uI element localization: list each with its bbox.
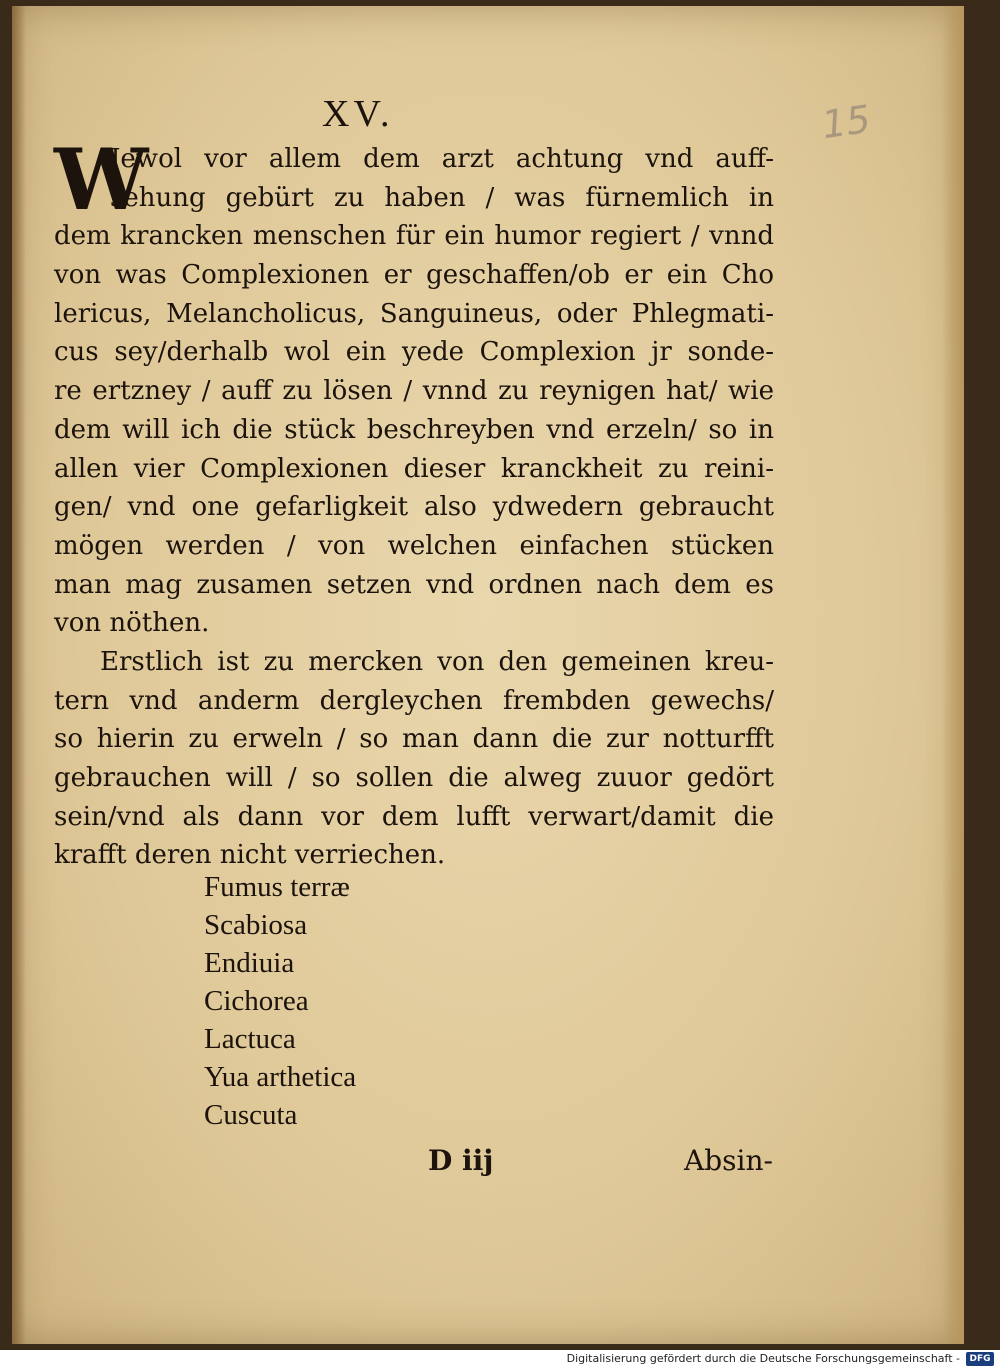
dfg-logo: DFG — [966, 1352, 994, 1366]
plant-list — [204, 868, 356, 1134]
text-line: Jewol vor allem dem arzt achtung vnd auff- — [110, 144, 774, 174]
text-line: von nöthen. — [54, 608, 210, 639]
drop-cap: W — [54, 130, 149, 229]
catchword: Absin- — [684, 1144, 773, 1177]
text-line: allen vier Complexionen dieser kranckheit zu reini- — [54, 453, 774, 484]
text-line: so hierin zu erweln / so man dann die zur notturfft — [54, 724, 774, 755]
text-line: lericus, Melancholicus, Sanguineus, oder Phlegmati- — [54, 298, 774, 329]
paragraph-2 — [54, 643, 774, 875]
plant-name: Scabiosa — [204, 909, 308, 941]
paragraph-1 — [54, 130, 774, 643]
text-line: Erstlich ist zu mercken von den gemeinen kreu- — [100, 646, 774, 677]
folio-number: XV. — [322, 93, 394, 135]
pencil-page-number: 15 — [819, 96, 874, 148]
plant-name: Lactuca — [204, 1023, 296, 1055]
signature-mark: D iij — [428, 1144, 494, 1177]
main-text — [54, 130, 774, 875]
text-line: re ertzney / auff zu lösen / vnnd zu reynigen hat/ wie — [54, 376, 774, 407]
text-line: man mag zusamen setzen vnd ordnen nach dem es — [54, 569, 774, 600]
text-line: gen/ vnd one gefarligkeit also ydwedern gebraucht — [54, 492, 774, 523]
plant-name: Cichorea — [204, 985, 309, 1017]
page-gutter-shadow — [12, 6, 26, 1344]
plant-name: Cuscuta — [204, 1099, 298, 1131]
text-line: sein/vnd als dann vor dem lufft verwart/damit die — [54, 801, 774, 832]
text-line: mögen werden / von welchen einfachen stücken — [54, 530, 774, 561]
text-line: krafft deren nicht verriechen. — [54, 840, 446, 871]
digitization-credit: Digitalisierung gefördert durch die Deutsche Forschungsgemeinschaft - — [566, 1352, 960, 1365]
text-line: cus sey/derhalb wol ein yede Complexion jr sonde- — [54, 337, 774, 368]
plant-name: Endiuia — [204, 947, 295, 979]
text-line: dem krancken menschen für ein humor regiert / vnnd — [54, 221, 774, 252]
plant-name: Yua arthetica — [204, 1061, 357, 1093]
text-line: gebrauchen will / so sollen die alweg zuuor gedört — [54, 763, 774, 793]
text-line: sehung gebürt zu haben / was fürnemlich in — [110, 182, 774, 213]
text-line: tern vnd anderm dergleychen frembden gewechs/ — [54, 685, 774, 716]
page-edge — [942, 6, 964, 1344]
plant-name: Fumus terræ — [204, 871, 350, 903]
text-line: dem will ich die stück beschreyben vnd erzeln/ so in — [54, 414, 774, 445]
text-line: von was Complexionen er geschaffen/ob er ein Cho — [54, 260, 774, 291]
